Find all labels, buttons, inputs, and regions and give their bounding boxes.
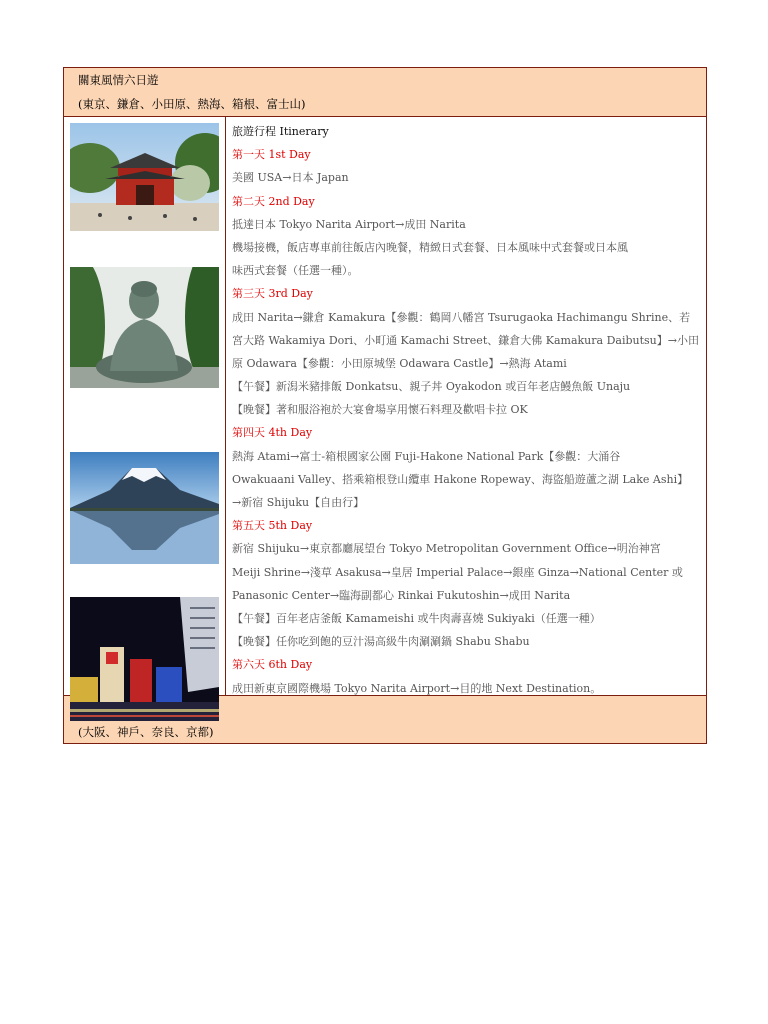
tour2-subtitle: (大阪、神戶、奈良、京都) (78, 725, 214, 739)
kamakura-shrine-photo (70, 123, 219, 231)
tour1-title: 關東風情六日遊 (78, 73, 159, 87)
day-heading: 第五天 5th Day (232, 519, 313, 533)
tour1-header (64, 68, 706, 117)
itinerary-line: 抵達日本 Tokyo Narita Airport→成田 Narita (232, 217, 466, 231)
itinerary-line: Meiji Shrine→淺草 Asakusa→皇居 Imperial Palace→銀座 Ginza→National Center 或 (232, 565, 683, 579)
shinjuku-night-photo (70, 597, 219, 721)
itinerary-line: 熱海 Atami→富士-箱根國家公園 Fuji-Hakone National Park【參觀：大涌谷 (232, 449, 621, 463)
itinerary-line: 【午餐】新潟米豬排飯 Donkatsu、親子丼 Oyakodon 或百年老店鰻魚飯 Unaju (232, 380, 631, 394)
itinerary-line: 機場接機，飯店專車前往飯店內晚餐，精緻日式套餐、日本風味中式套餐或日本風 (232, 240, 628, 254)
itinerary-line: →新宿 Shijuku【自由行】 (232, 496, 365, 509)
day-heading: 第二天 2nd Day (232, 194, 315, 208)
itinerary-line: 【晚餐】任你吃到飽的豆汁湯高級牛肉涮涮鍋 Shabu Shabu (232, 635, 530, 649)
itinerary-line: 新宿 Shijuku→東京都廳展望台 Tokyo Metropolitan Government Office→明治神宮 (232, 542, 661, 556)
itinerary-line: 美國 USA→日本 Japan (232, 171, 349, 185)
itinerary-lines (232, 143, 706, 700)
itinerary-line: 【午餐】百年老店釜飯 Kamameishi 或牛肉壽喜燒 Sukiyaki（任選一種） (232, 611, 601, 625)
photo-column (64, 117, 226, 695)
day-heading: 第三天 3rd Day (232, 287, 313, 301)
great-buddha-photo (70, 267, 219, 388)
itinerary-line: 【晚餐】著和服浴袍於大宴會場享用懷石料理及歡唱卡拉 OK (232, 403, 528, 417)
itinerary-line: Panasonic Center→臨海副都心 Rinkai Fukutoshin→成田 Narita (232, 588, 571, 602)
itinerary-heading: 旅遊行程 Itinerary (232, 125, 329, 138)
day-heading: 第四天 4th Day (232, 426, 313, 440)
itinerary-table (63, 67, 707, 744)
itinerary-line: 成田新東京國際機場 Tokyo Narita Airport→目的地 Next Destination。 (232, 681, 602, 695)
day-heading: 第六天 6th Day (232, 658, 313, 672)
day-heading: 第一天 1st Day (232, 148, 311, 162)
itinerary-line: Owakuaani Valley、搭乘箱根登山纜車 Hakone Ropeway、海盜船遊蘆之湖 Lake Ashi】 (232, 472, 689, 486)
itinerary-line: 原 Odawara【參觀：小田原城堡 Odawara Castle】→熱海 Atami (232, 356, 567, 370)
mount-fuji-photo (70, 452, 219, 564)
tour1-body (64, 117, 706, 695)
itinerary-line: 宮大路 Wakamiya Dori、小町通 Kamachi Street、鎌倉大佛 Kamakura Daibutsu】→小田 (232, 333, 699, 347)
tour1-subtitle: (東京、鎌倉、小田原、熱海、箱根、富士山) (78, 97, 306, 111)
itinerary-line: 味西式套餐（任選一種）。 (232, 264, 359, 278)
itinerary-line: 成田 Narita→鎌倉 Kamakura【參觀：鶴岡八幡宮 Tsurugaoka Hachimangu Shrine、若 (232, 310, 691, 324)
itinerary-text (226, 117, 706, 695)
